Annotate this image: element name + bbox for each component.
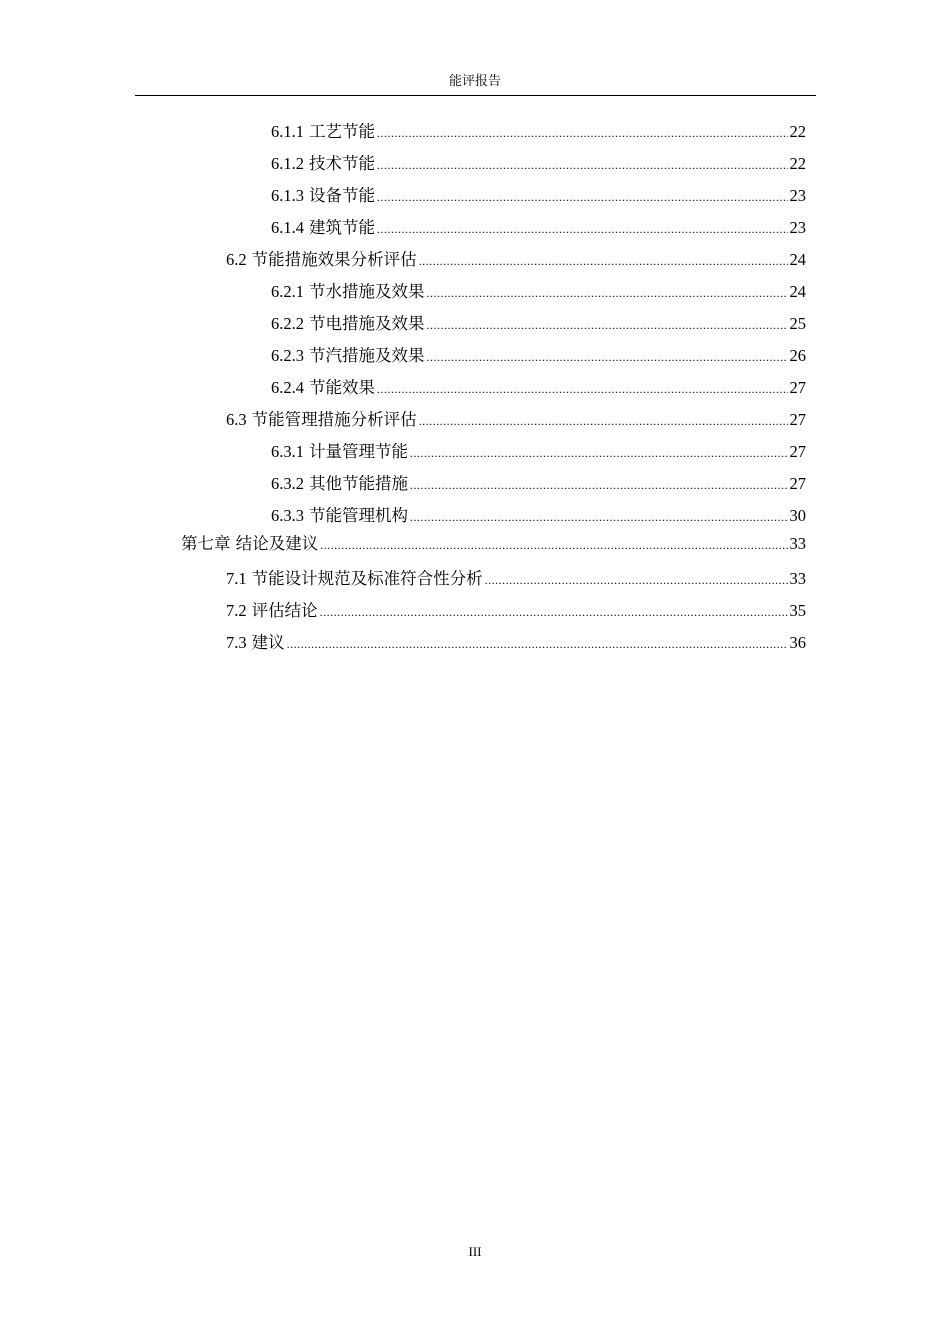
toc-entry-title: 建筑节能 — [309, 218, 375, 237]
toc-entry-title: 节能设计规范及标准符合性分析 — [251, 569, 483, 588]
toc-dot-leader — [410, 505, 788, 529]
toc-entry-title: 节电措施及效果 — [309, 314, 425, 333]
toc-dot-leader — [419, 249, 788, 273]
toc-dot-leader — [427, 345, 788, 369]
page-number: III — [468, 1244, 482, 1259]
toc-entry-number: 6.1.1 — [271, 122, 304, 141]
toc-entry-title: 节水措施及效果 — [309, 282, 425, 301]
toc-entry-title: 节能管理机构 — [309, 506, 408, 525]
toc-entry-title: 建议 — [251, 633, 285, 652]
toc-entry-number: 7.3 — [226, 633, 247, 652]
toc-entry-6-3[interactable] — [226, 408, 806, 432]
toc-dot-leader — [410, 441, 788, 465]
toc-dot-leader — [427, 313, 788, 337]
toc-entry-number: 6.2 — [226, 250, 247, 269]
header-divider — [135, 95, 816, 96]
toc-entry-6-2-4[interactable] — [271, 376, 806, 400]
toc-dot-leader — [419, 409, 788, 433]
toc-entry-6-2-2[interactable] — [271, 312, 806, 336]
toc-entry-number: 7.2 — [226, 601, 247, 620]
toc-entry-page: 27 — [789, 474, 806, 493]
toc-dot-leader — [377, 121, 788, 145]
toc-entry-page: 22 — [789, 154, 806, 173]
page-header-title: 能评报告 — [448, 74, 501, 89]
toc-entry-number: 6.1.4 — [271, 218, 304, 237]
toc-entry-number: 6.1.3 — [271, 186, 304, 205]
toc-dot-leader — [485, 568, 788, 592]
toc-entry-page: 33 — [789, 534, 806, 553]
toc-entry-number: 6.2.4 — [271, 378, 304, 397]
toc-dot-leader — [320, 533, 787, 557]
toc-entry-number: 6.3.3 — [271, 506, 304, 525]
toc-entry-page: 35 — [789, 601, 806, 620]
toc-entry-chapter-7[interactable] — [181, 532, 806, 556]
toc-entry-title: 节能管理措施分析评估 — [251, 410, 417, 429]
toc-entry-page: 23 — [789, 186, 806, 205]
toc-entry-title: 节汽措施及效果 — [309, 346, 425, 365]
toc-entry-number: 6.2.3 — [271, 346, 304, 365]
toc-entry-6-3-3[interactable] — [271, 504, 806, 528]
toc-entry-number: 6.3.1 — [271, 442, 304, 461]
toc-dot-leader — [377, 153, 788, 177]
toc-dot-leader — [427, 281, 788, 305]
toc-entry-number: 6.2.1 — [271, 282, 304, 301]
toc-entry-6-1-2[interactable] — [271, 152, 806, 176]
toc-entry-title: 节能效果 — [309, 378, 375, 397]
toc-entry-title: 设备节能 — [309, 186, 375, 205]
toc-entry-page: 24 — [789, 250, 806, 269]
toc-dot-leader — [410, 473, 788, 497]
toc-entry-7-2[interactable] — [226, 599, 806, 623]
toc-entry-number: 6.3.2 — [271, 474, 304, 493]
toc-entry-page: 27 — [789, 378, 806, 397]
toc-entry-title: 第七章 结论及建议 — [181, 534, 319, 553]
toc-entry-6-1-3[interactable] — [271, 184, 806, 208]
toc-entry-7-3[interactable] — [226, 631, 806, 655]
toc-entry-6-1-1[interactable] — [271, 120, 806, 144]
toc-entry-6-1-4[interactable] — [271, 216, 806, 240]
toc-dot-leader — [287, 632, 788, 656]
toc-dot-leader — [377, 377, 788, 401]
toc-entry-title: 节能措施效果分析评估 — [251, 250, 417, 269]
toc-entry-6-3-2[interactable] — [271, 472, 806, 496]
toc-entry-page: 23 — [789, 218, 806, 237]
toc-entry-title: 技术节能 — [309, 154, 375, 173]
toc-entry-page: 27 — [789, 410, 806, 429]
toc-entry-page: 30 — [789, 506, 806, 525]
toc-entry-number: 6.3 — [226, 410, 247, 429]
toc-entry-number: 6.1.2 — [271, 154, 304, 173]
toc-entry-page: 26 — [789, 346, 806, 365]
toc-entry-page: 36 — [789, 633, 806, 652]
toc-entry-6-3-1[interactable] — [271, 440, 806, 464]
toc-entry-7-1[interactable] — [226, 567, 806, 591]
toc-entry-title: 评估结论 — [251, 601, 318, 620]
toc-dot-leader — [320, 600, 788, 624]
toc-entry-6-2-1[interactable] — [271, 280, 806, 304]
toc-entry-page: 27 — [789, 442, 806, 461]
toc-entry-title: 计量管理节能 — [309, 442, 408, 461]
toc-entry-number: 7.1 — [226, 569, 247, 588]
toc-dot-leader — [377, 185, 788, 209]
toc-entry-title: 其他节能措施 — [309, 474, 408, 493]
toc-entry-number: 6.2.2 — [271, 314, 304, 333]
toc-entry-6-2[interactable] — [226, 248, 806, 272]
toc-entry-title: 工艺节能 — [309, 122, 375, 141]
toc-dot-leader — [377, 217, 788, 241]
toc-entry-page: 33 — [789, 569, 806, 588]
toc-entry-6-2-3[interactable] — [271, 344, 806, 368]
toc-entry-page: 24 — [789, 282, 806, 301]
toc-entry-page: 25 — [789, 314, 806, 333]
toc-entry-page: 22 — [789, 122, 806, 141]
